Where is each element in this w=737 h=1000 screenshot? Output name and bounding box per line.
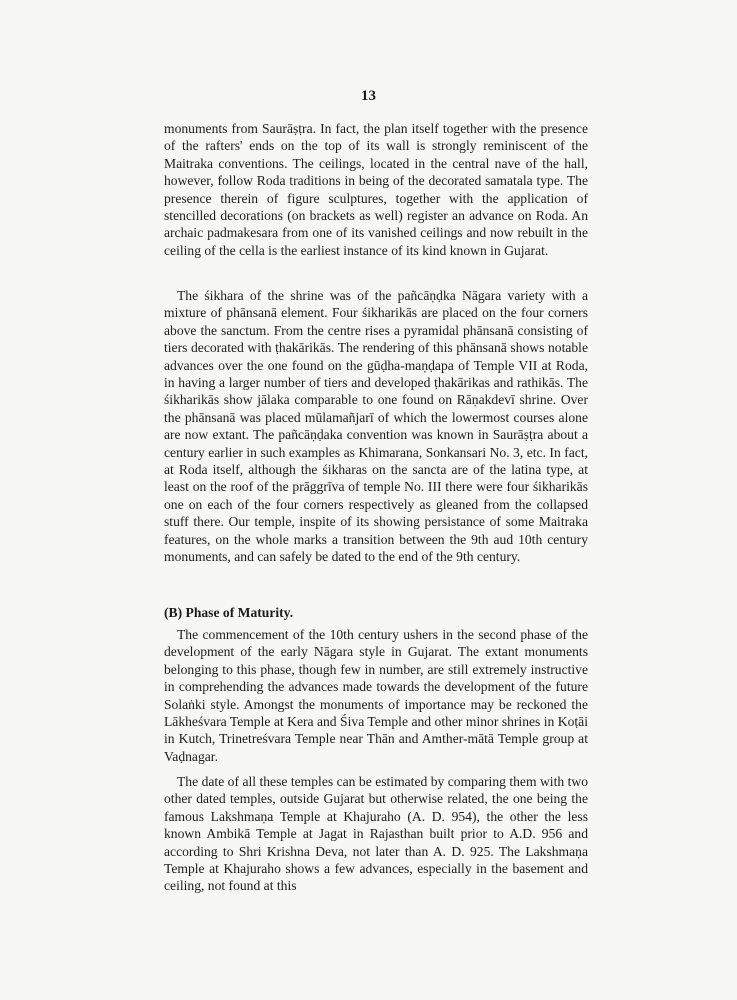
paragraph-dating <box>164 773 588 895</box>
paragraph-text: The śikhara of the shrine was of the pañcāṇḍka Nāgara variety with a mixture of phānsanā element. Four śikharikās are placed on the four corners above the sanctum. From the centre rises a pyramidal phānsanā consisting of tiers decorated with ṭhakārikās. The rendering of this phānsanā shows notable advances over the one found on the gūḍha-maṇḍapa of Temple VII at Roda, in having a larger number of tiers and developed ṭhakārikas and rathikās. The śikharikās show jālaka comparable to one found on Rāṇakdevī shrine. Over the phānsanā was placed mūlamañjarī of which the lowermost courses alone are now extant. The pañcāṇḍaka convention was known in Saurāṣṭra about a century earlier in such examples as Khimarana, Sonkansari No. 3, etc. In fact, at Roda itself, although the śikharas on the sancta are of the latina type, at least on the roof of the prāggrīva of temple No. III there were four śikharikās one on each of the four corners respectively as gleaned from the collapsed stuff there. Our temple, inspite of its showing persistance of some Maitraka features, on the whole marks a transition between the 9th aud 10th century monuments, and can safely be dated to the end of the 9th century. <box>164 288 588 565</box>
paragraph-continuation <box>164 120 588 259</box>
paragraph-text: monuments from Saurāṣṭra. In fact, the plan itself together with the presence of the rafters' ends on the top of its wall is strongly reminiscent of the Maitraka conventions. The ceilings, located in the central nave of the hall, however, follow Roda traditions in being of the decorated samatala type. The presence therein of figure sculptures, together with the application of stencilled decorations (on brackets as well) register an advance on Roda. An archaic padmakesara from one of its vanished ceilings and now rebuilt in the ceiling of the cella is the earliest instance of its kind known in Gujarat. <box>164 121 588 258</box>
section-heading: (B) Phase of Maturity. <box>164 605 294 620</box>
page-number: 13 <box>361 88 376 104</box>
paragraph-text: The commencement of the 10th century ushers in the second phase of the development of the early Nāgara style in Gujarat. The extant monuments belonging to this phase, though few in number, are still extremely instructive in comprehending the advances made towards the development of the future Solaṅki style. Amongst the monuments of importance may be reckoned the Lākheśvara Temple at Kera and Śiva Temple and other minor shrines in Koṭāi in Kutch, Trinetreśvara Temple near Thān and Amther-mātā Temple group at Vaḍnagar. <box>164 627 588 764</box>
paragraph-second-phase <box>164 626 588 765</box>
paragraph-text: The date of all these temples can be estimated by comparing them with two other dated temples, outside Gujarat but otherwise related, the one being the famous Lakshmaṇa Temple at Khajuraho (A. D. 954), the other the less known Ambikā Temple at Jagat in Rajasthan built prior to A.D. 956 and according to Shri Krishna Deva, not later than A. D. 925. The Lakshmaṇa Temple at Khajuraho shows a few advances, especially in the basement and ceiling, not found at this <box>164 774 588 894</box>
paragraph-shikhara <box>164 287 588 566</box>
